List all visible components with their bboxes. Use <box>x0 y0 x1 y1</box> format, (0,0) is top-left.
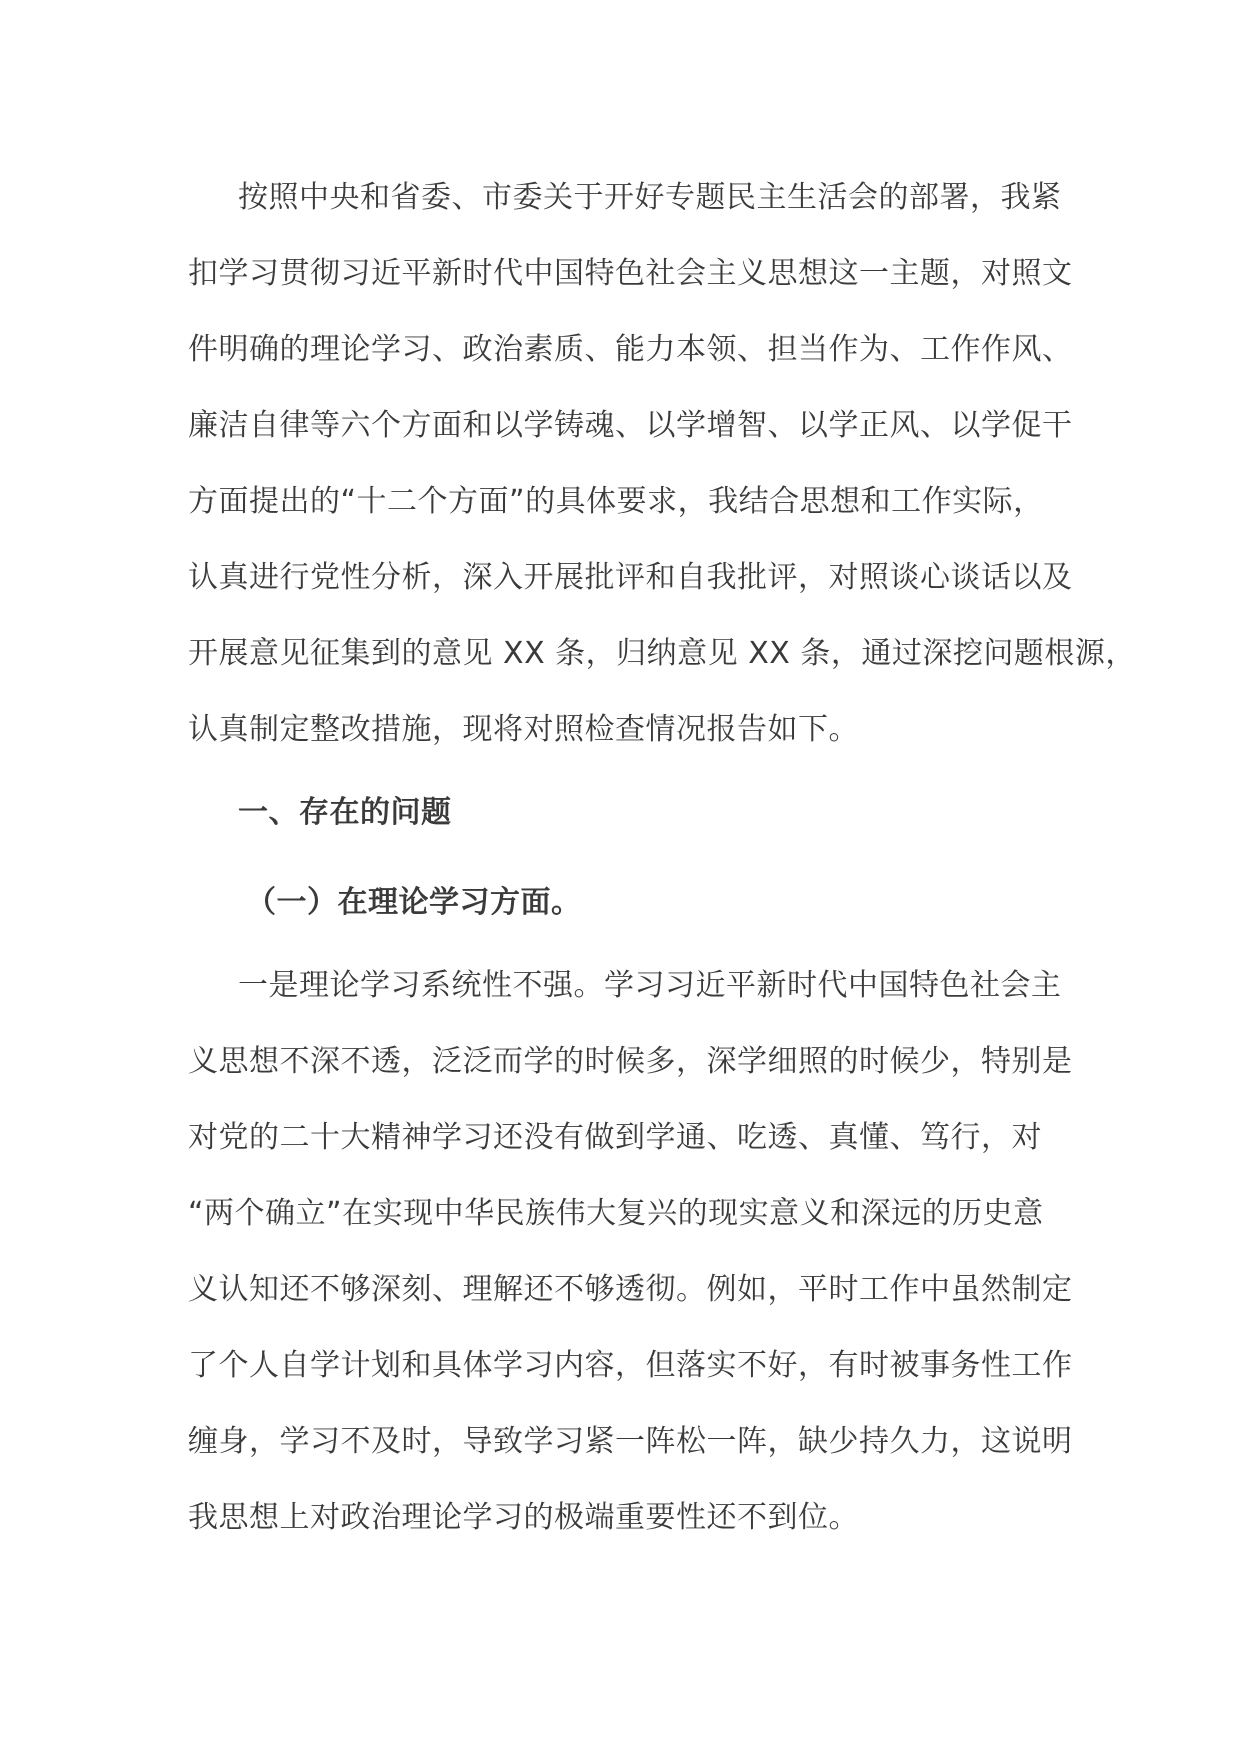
paragraph-line: 扣学习贯彻习近平新时代中国特色社会主义思想这一主题，对照文 <box>188 256 1073 291</box>
paragraph-line: 按照中央和省委、市委关于开好专题民主生活会的部署，我紧 <box>238 180 1062 215</box>
point-paragraph <box>188 948 1088 1556</box>
paragraph-line: 廉洁自律等六个方面和以学铸魂、以学增智、以学正风、以学促干 <box>188 408 1073 443</box>
paragraph-line: 义认知还不够深刻、理解还不够透彻。例如，平时工作中虽然制定 <box>188 1272 1073 1307</box>
paragraph-line: 开展意见征集到的意见 XX 条，归纳意见 XX 条，通过深挖问题根源， <box>188 636 1136 671</box>
paragraph-line: 义思想不深不透，泛泛而学的时候多，深学细照的时候少，特别是 <box>188 1044 1073 1079</box>
paragraph-line: 对党的二十大精神学习还没有做到学通、吃透、真懂、笃行，对 <box>188 1120 1042 1155</box>
intro-paragraph <box>188 160 1136 768</box>
paragraph-line: 认真制定整改措施，现将对照检查情况报告如下。 <box>188 712 859 747</box>
subsection-heading: （一）在理论学习方面。 <box>246 885 582 920</box>
section-heading: 一、存在的问题 <box>238 795 452 830</box>
paragraph-line: 一是理论学习系统性不强。学习习近平新时代中国特色社会主 <box>238 968 1062 1003</box>
paragraph-line: 件明确的理论学习、政治素质、能力本领、担当作为、工作作风、 <box>188 332 1073 367</box>
paragraph-line: 缠身，学习不及时，导致学习紧一阵松一阵，缺少持久力，这说明 <box>188 1424 1073 1459</box>
paragraph-line: 认真进行党性分析，深入开展批评和自我批评，对照谈心谈话以及 <box>188 560 1073 595</box>
paragraph-line: 我思想上对政治理论学习的极端重要性还不到位。 <box>188 1500 859 1535</box>
paragraph-line: 方面提出的“十二个方面”的具体要求，我结合思想和工作实际， <box>188 484 1044 519</box>
paragraph-line: “两个确立”在实现中华民族伟大复兴的现实意义和深远的历史意 <box>188 1196 1044 1231</box>
paragraph-line: 了个人自学计划和具体学习内容，但落实不好，有时被事务性工作 <box>188 1348 1073 1383</box>
document-body <box>188 160 1136 1556</box>
